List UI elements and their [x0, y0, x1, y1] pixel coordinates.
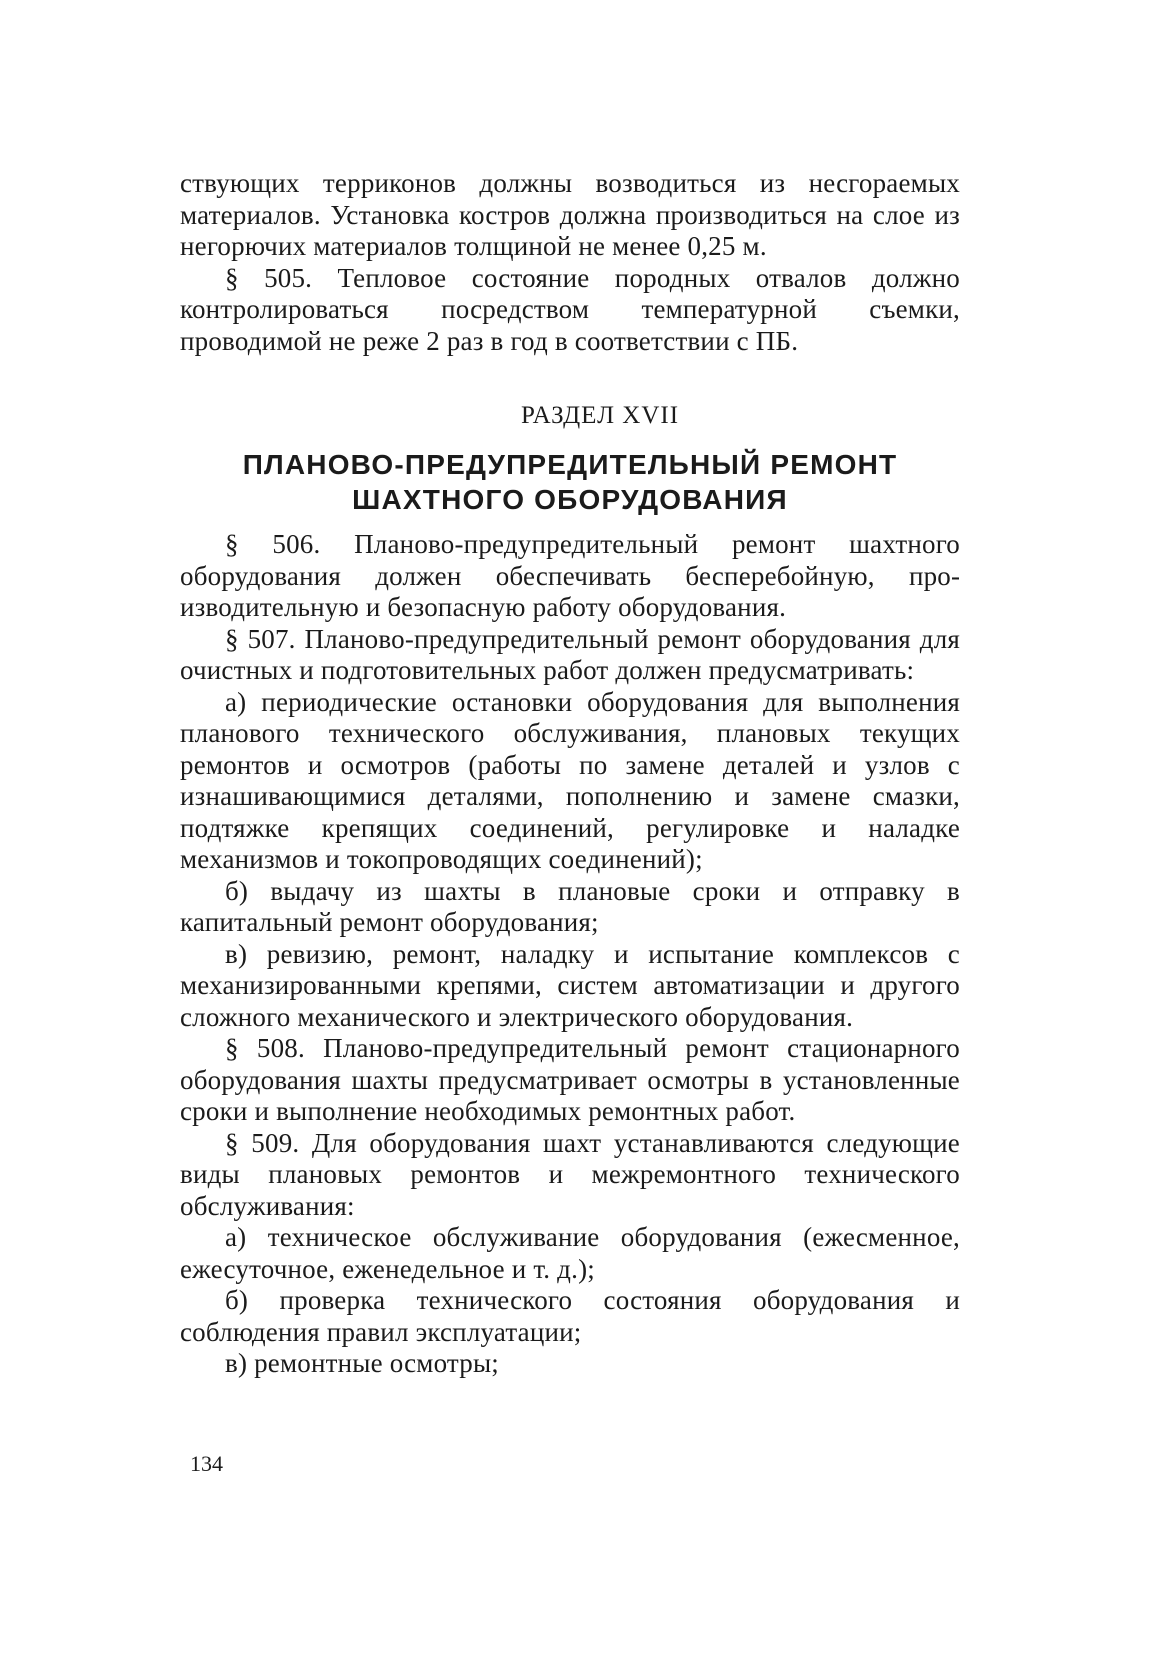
section-label: РАЗДЕЛ XVII: [520, 402, 680, 429]
list-item-509-b: б) проверка технического состояния оборудования и соблюдения правил эксплуатации;: [180, 1285, 960, 1347]
list-item-507-a: а) периодические остановки оборудования для выполнения планового технического обслуживания, плановых текущих ремонтов и осмотров (работы по замене деталей и узлов с изнашивающимися деталями, пополнению и замене смазки, подтяжке крепящих соединений, регулировке и наладке механизмов и токопроводящих соединений);: [180, 686, 960, 874]
section-title-line-1: ПЛАНОВО-ПРЕДУПРЕДИТЕЛЬНЫЙ РЕМОНТ: [242, 449, 898, 480]
list-item-507-v: в) ревизию, ремонт, наладку и испытание комплексов с механизированными крепями, систем автоматизации и другого сложного механического и электрического оборудования.: [180, 938, 960, 1032]
paragraph-508: § 508. Планово-предупредительный ремонт стационарного оборудования шахты предусматривает осмотры в установленные сроки и выполнение необходимых ремонтных работ.: [180, 1033, 960, 1126]
page-content: [180, 168, 960, 1380]
paragraph-505: § 505. Тепловое состояние породных отвалов должно контролироваться посредством температурной съемки, проводимой не реже 2 раз в год в соответствии с ПБ.: [180, 262, 960, 356]
section-title-line-2: ШАХТНОГО ОБОРУДОВАНИЯ: [352, 484, 788, 515]
paragraph-continuation: ствующих терриконов должны возводиться из несгораемых материалов. Установка костров должна производиться на слое из негорючих материалов толщиной не менее 0,25 м.: [180, 168, 960, 261]
list-item-509-v: в) ремонтные осмотры;: [225, 1348, 499, 1378]
list-item-507-b: б) выдачу из шахты в плановые сроки и отправку в капитальный ремонт оборудования;: [180, 875, 960, 937]
paragraph-507: § 507. Планово-предупредительный ремонт оборудования для очистных и подготовительных работ должен предусматривать:: [180, 623, 960, 685]
page-number: 134: [190, 1451, 223, 1476]
paragraph-509: § 509. Для оборудования шахт устанавливаются следующие виды плановых ремонтов и межремонтного технического обслуживания:: [180, 1127, 960, 1221]
section-title: [180, 447, 960, 517]
paragraph-506: § 506. Планово-предупредительный ремонт шахтного оборудования должен обеспечивать бесперебойную, производительную и безопасную работу оборудования.: [180, 529, 960, 622]
list-item-509-a: а) техническое обслуживание оборудования (ежесменное, ежесуточное, еженедельное и т. д.);: [180, 1222, 960, 1284]
